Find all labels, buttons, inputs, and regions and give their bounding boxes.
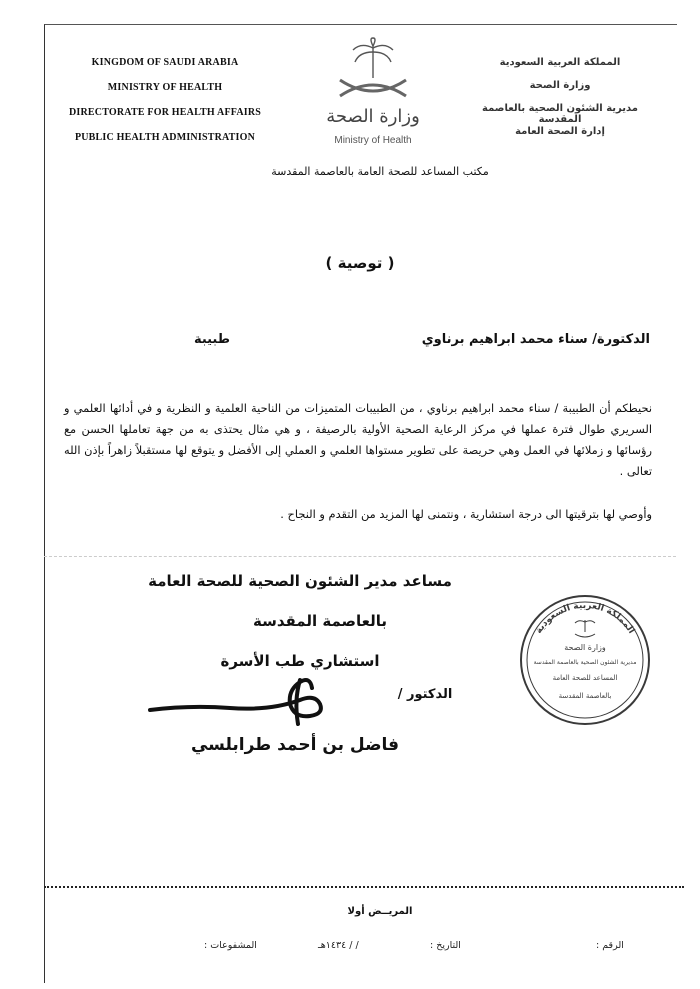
signature-title-line-3: استشاري طب الأسرة (220, 652, 380, 670)
stamp-inner-line-2: مديرية الشئون الصحية بالعاصمة المقدسة (533, 659, 637, 666)
header-en-line-1: KINGDOM OF SAUDI ARABIA (91, 57, 239, 68)
footer-date-value: / / ١٤٣٤هـ (318, 940, 359, 951)
header-ar-line-2: وزارة الصحة (529, 80, 591, 91)
logo-arabic-text: وزارة الصحة (326, 106, 420, 127)
header-ar-line-3: مديرية الشئون الصحية بالعاصمة المقدسة (482, 103, 638, 125)
handwritten-signature-icon (140, 660, 370, 740)
logo-english-text: Ministry of Health (334, 135, 412, 146)
signature-title-line-2: بالعاصمة المقدسة (252, 612, 387, 630)
header-en-line-3: DIRECTORATE FOR HEALTH AFFAIRS (68, 107, 262, 118)
recipient-role: طبيبة (193, 332, 230, 347)
signer-name: فاضل بن أحمد طرابلسي (190, 735, 400, 755)
fold-line (44, 556, 676, 557)
header-en-line-4: PUBLIC HEALTH ADMINISTRATION (74, 132, 256, 143)
footer-attachments-label: المشفوعات : (204, 940, 257, 951)
official-stamp-icon (515, 590, 655, 730)
office-line: مكتب المساعد للصحة العامة بالعاصمة المقدسة (271, 165, 489, 178)
signature-title-line-1: مساعد مدير الشئون الصحية للصحة العامة (148, 572, 452, 590)
recommendation-closing: وأوصي لها بترقيتها الى درجة استشارية ، ونتمنى لها المزيد من التقدم و النجاح . (280, 507, 652, 521)
stamp-inner-line-3: المساعد للصحة العامة (552, 674, 618, 682)
footer-number-label: الرقم : (596, 940, 624, 951)
recipient-name: الدكتورة/ سناء محمد ابراهيم برناوي (421, 332, 650, 347)
footer-slogan: المريــض أولا (347, 906, 413, 917)
recommendation-body: نحيطكم أن الطبيبة / سناء محمد ابراهيم برناوي ، من الطبيبات المتميزات من الناحية العلمية و النظرية و في أدائها العلمي و السريري طوال فترة عملها في مركز الرعاية الصحية الأولية بالرصيفة ، و هي مثال يحتذى به من جهة تعاملها الحسن مع رؤسائها و زملائها في العمل وهي حريصة على تطوير مستواها العلمي و العملي إلى الأفضل و يتوقع لها مستقبلاً زاهراً بإذن الله تعالى . (64, 401, 652, 478)
stamp-inner-line-1: وزارة الصحة (564, 643, 606, 652)
stamp-outer-text: المملكة العربية السعودية (533, 600, 637, 636)
footer-dotted-line (44, 886, 684, 888)
footer-date-label: التاريخ : (430, 940, 461, 951)
stamp-inner-line-4: بالعاصمة المقدسة (558, 692, 612, 700)
header-ar-line-1: المملكة العربية السعودية (499, 57, 621, 68)
doctor-label: الدكتور / (397, 687, 453, 702)
document-title: ( توصية ) (325, 254, 395, 272)
header-en-line-2: MINISTRY OF HEALTH (107, 82, 223, 93)
header-ar-line-4: إدارة الصحة العامة (515, 126, 605, 137)
